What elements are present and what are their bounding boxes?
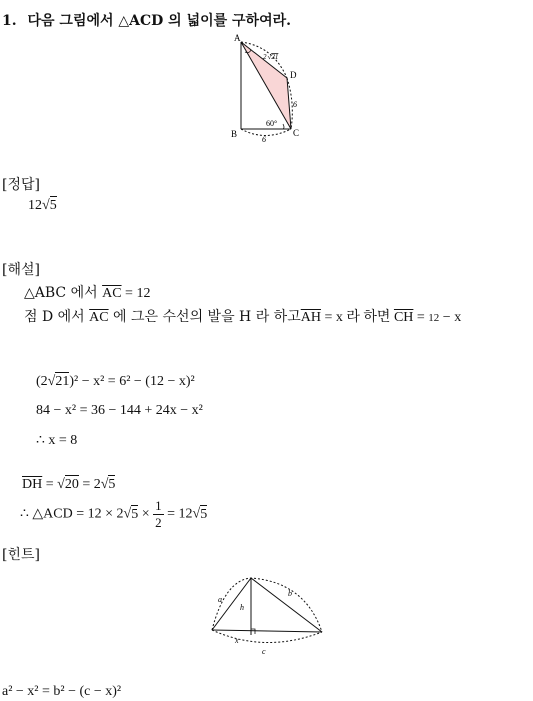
hint-top-arc [212,578,322,632]
length-dc: 6 [293,100,297,109]
length-bc: 6 [262,135,266,144]
solution-line-1: △ABC 에서 $\overline{AC} = 12$ [24,285,151,301]
hint-label-x: x [235,636,239,645]
hint-side-a [212,578,251,630]
hint-heading: [힌트] [2,547,40,563]
equation-1: (2√21)² − x² = 6² − (12 − x)² [36,374,195,389]
answer-heading: [정답] [2,177,40,193]
label-b: B [231,129,238,139]
solution-line-2: 점 D 에서 $\overline{AC}$ 에 그은 수선의 발을 H 라 하고$\overline{AH} = x$ 라 하면 $\overline{CH} = 12 - x$ [24,309,462,325]
angle-mark-c [283,124,284,129]
label-d: D [290,70,297,80]
solution-heading: [해설] [2,262,40,278]
angle-label: 60° [266,119,278,128]
problem-text: 다음 그림에서 △ACD 의 넓이를 구하여라. [27,13,291,29]
label-a: A [234,33,241,43]
triangle-figure [225,28,315,146]
hint-figure [205,572,329,658]
problem-number: 1. [2,13,17,29]
hint-right-angle-mark [251,629,255,634]
area-equation: ∴ △ACD = 12 × 2√5 × $\frac{1}{2}$ = 12√5 [20,498,208,530]
equation-3: ∴ x = 8 [36,433,78,448]
equation-2: 84 − x² = 36 − 144 + 24x − x² [36,403,203,418]
fraction-half: $\frac{1}{2}$ [155,498,162,530]
answer-value: 12√5 [28,198,57,213]
problem-statement [2,10,291,30]
length-ad: 2√21 [263,53,279,61]
hint-label-c: c [262,647,266,656]
hint-label-b: b [288,589,292,598]
hint-label-h: h [240,603,244,612]
hint-formula: a² − x² = b² − (c − x)² [2,684,122,699]
dh-equation: $\overline{DH} = √20 = 2√5$ [22,477,116,492]
hint-base-c [212,630,322,632]
arc-bc [241,129,291,136]
hint-side-b [251,578,322,632]
hint-label-a: a [218,595,222,604]
label-c: C [293,128,300,138]
